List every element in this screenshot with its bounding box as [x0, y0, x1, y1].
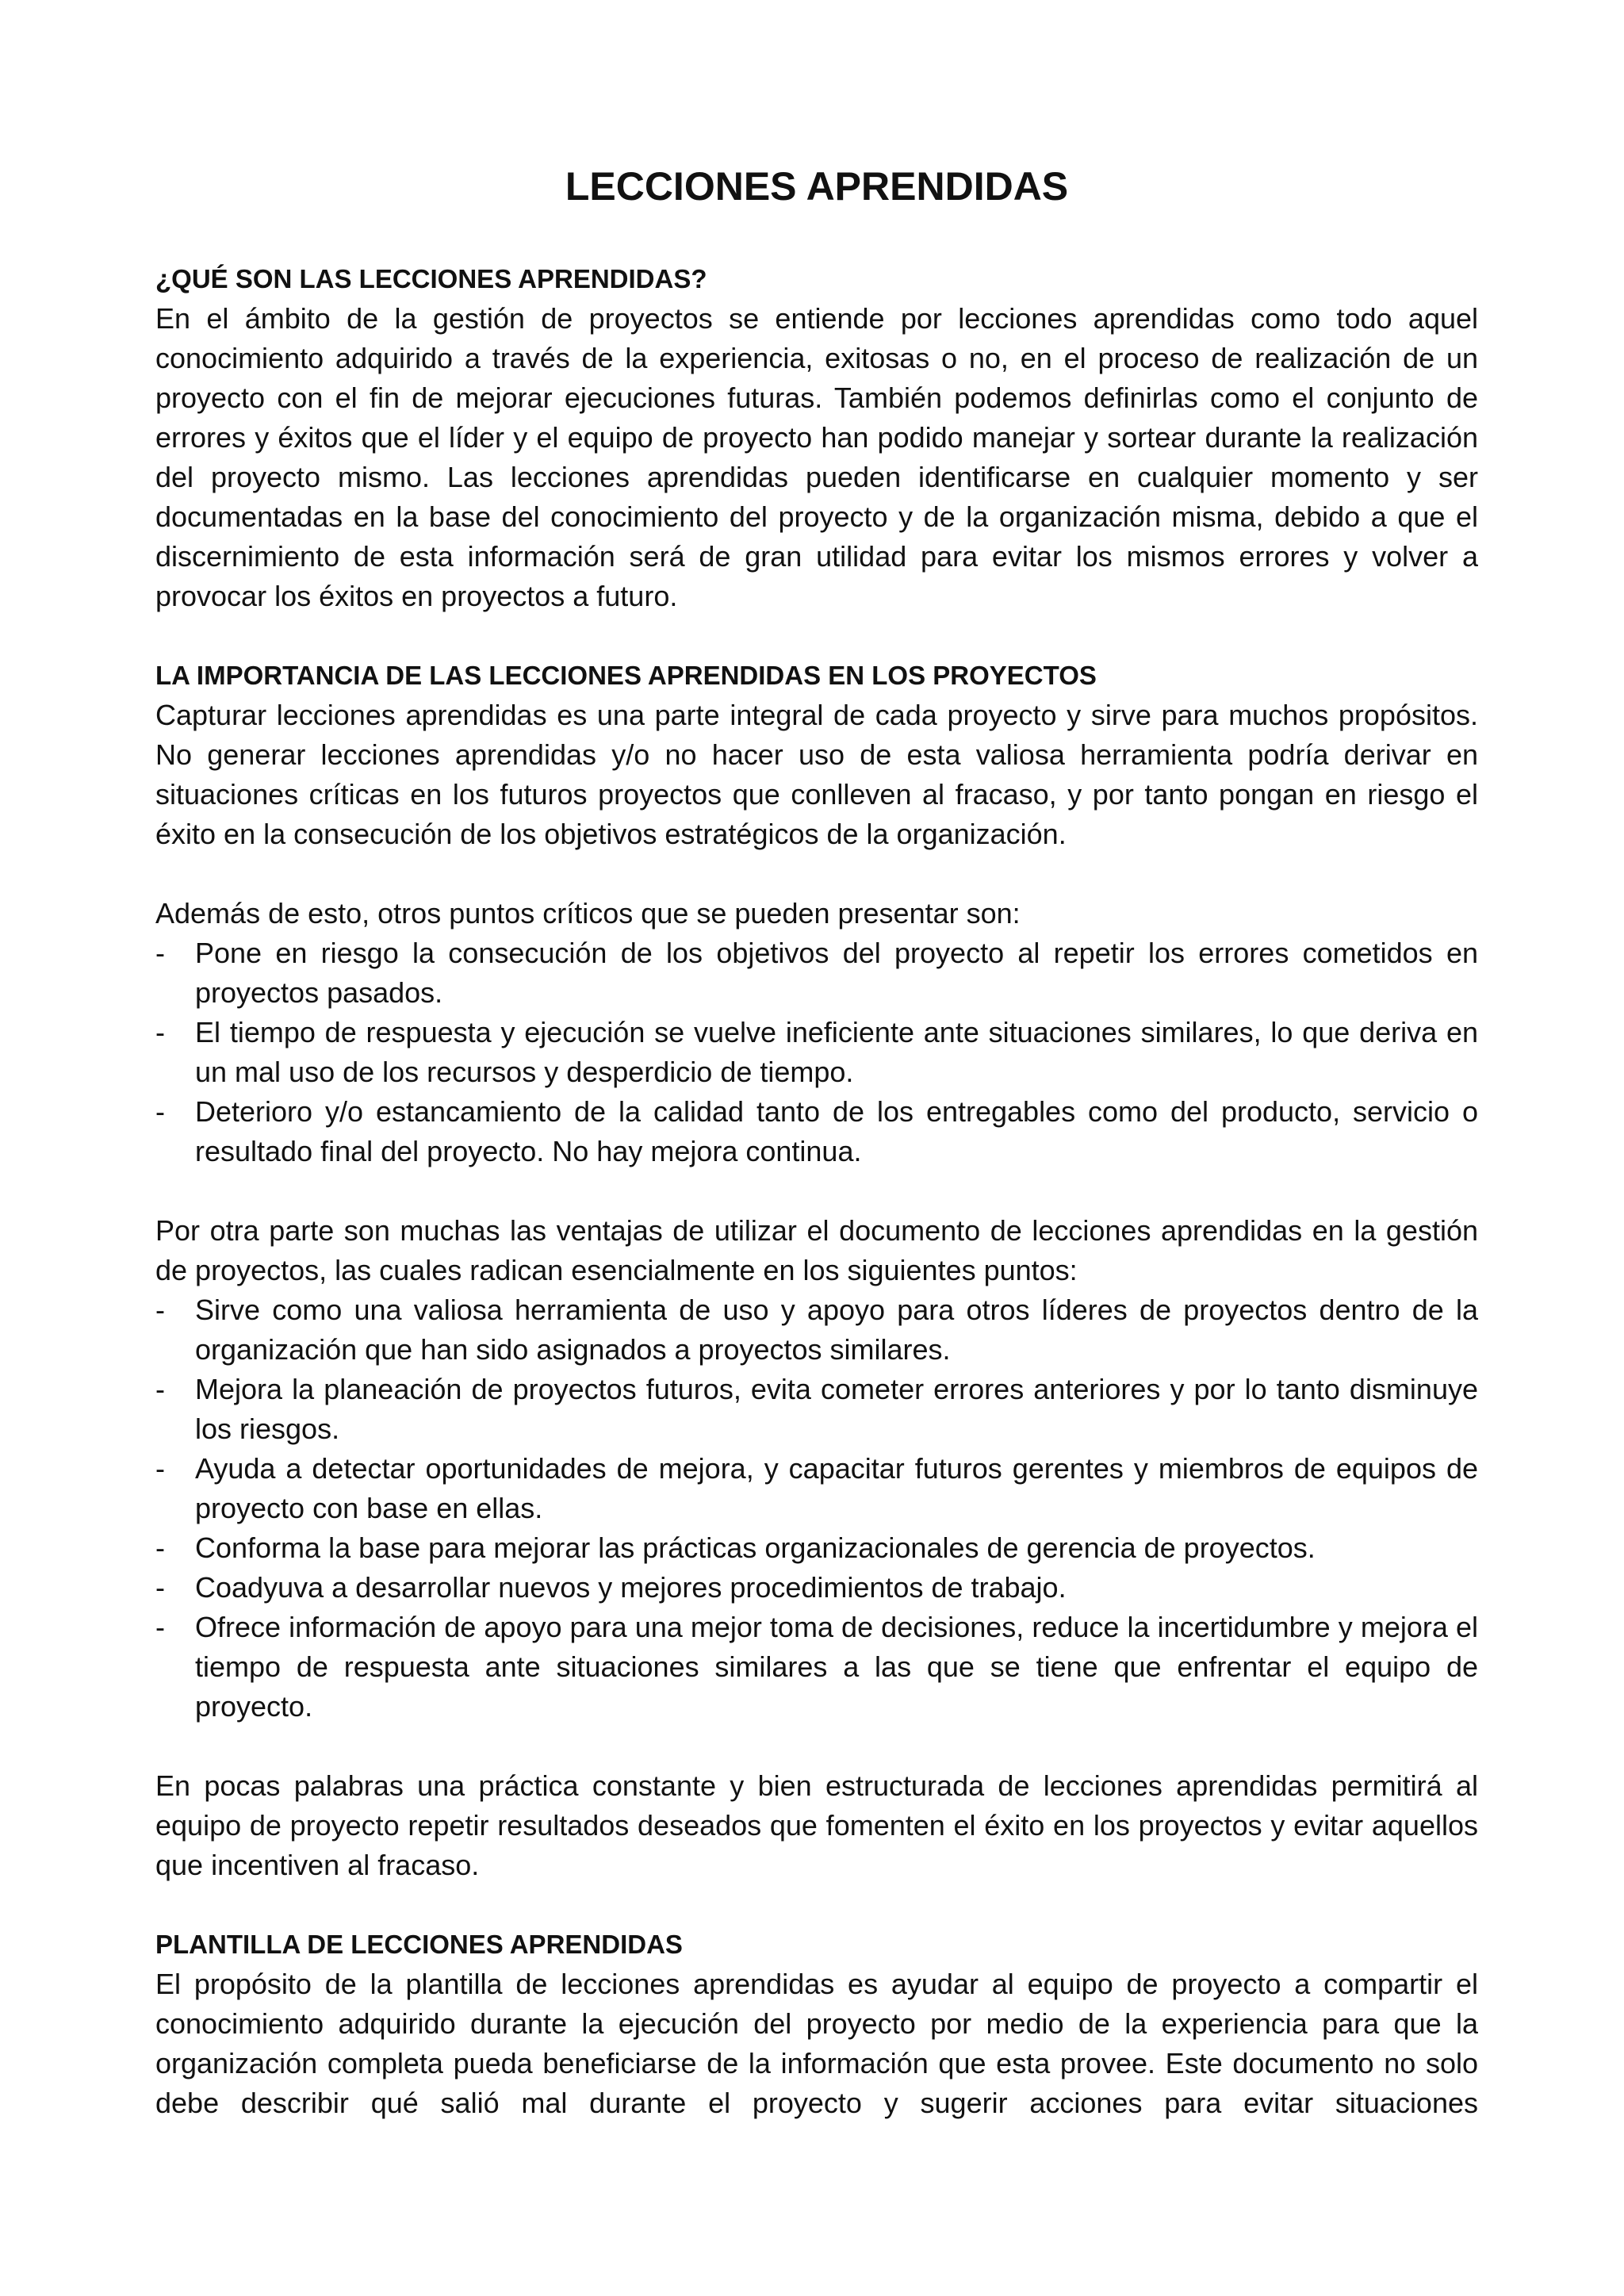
list-marker: -	[155, 1571, 165, 1604]
paragraph: Por otra parte son muchas las ventajas de utilizar el documento de lecciones aprendidas en la gestión de proyectos, las cuales radican esencialmente en los siguientes puntos:	[155, 1214, 1478, 1286]
list-item	[155, 1528, 1478, 1568]
list-item	[155, 1013, 1478, 1092]
section-importance	[155, 656, 1478, 1885]
paragraph: En el ámbito de la gestión de proyectos se entiende por lecciones aprendidas como todo aquel conocimiento adquirido a través de la experiencia, exitosas o no, en el proceso de realización de un proyecto con el fin de mejorar ejecuciones futuras. También podemos definirlas como el conjunto de errores y éxitos que el líder y el equipo de proyecto han podido manejar y sortear durante la realización del proyecto mismo. Las lecciones aprendidas pueden identificarse en cualquier momento y ser documentadas en la base del conocimiento del proyecto y de la organización misma, debido a que el discernimiento de esta información será de gran utilidad para evitar los mismos errores y volver a provocar los éxitos en proyectos a futuro.	[155, 302, 1478, 612]
critical-points-list	[155, 933, 1478, 1171]
list-marker: -	[155, 1452, 165, 1485]
spacer	[155, 1885, 1478, 1925]
list-item	[155, 1449, 1478, 1528]
list-marker: -	[155, 1373, 165, 1405]
list-item-text: Ofrece información de apoyo para una mejor toma de decisiones, reduce la incertidumbre y mejora el tiempo de respuesta ante situaciones similares a las que se tiene que enfrentar el equipo de proyecto.	[195, 1611, 1478, 1723]
list-item	[155, 933, 1478, 1013]
spacer	[155, 1727, 1478, 1766]
list-marker: -	[155, 1611, 165, 1643]
document-page	[155, 163, 1478, 2123]
paragraph: Además de esto, otros puntos críticos que se pueden presentar son:	[155, 897, 1021, 930]
section-template	[155, 1925, 1478, 2123]
list-item	[155, 1092, 1478, 1171]
paragraph: Capturar lecciones aprendidas es una parte integral de cada proyecto y sirve para muchos propósitos. No generar lecciones aprendidas y/o no hacer uso de esta valiosa herramienta podría derivar en situaciones críticas en los futuros proyectos que conlleven al fracaso, y por tanto pongan en riesgo el éxito en la consecución de los objetivos estratégicos de la organización.	[155, 699, 1478, 850]
advantages-list	[155, 1290, 1478, 1727]
list-item-text: Pone en riesgo la consecución de los objetivos del proyecto al repetir los errores cometidos en proyectos pasados.	[195, 937, 1478, 1009]
list-item-text: Coadyuva a desarrollar nuevos y mejores procedimientos de trabajo.	[195, 1571, 1067, 1604]
list-item-text: Deterioro y/o estancamiento de la calidad tanto de los entregables como del producto, servicio o resultado final del proyecto. No hay mejora continua.	[195, 1095, 1478, 1167]
section-heading: PLANTILLA DE LECCIONES APRENDIDAS	[155, 1930, 683, 1959]
section-heading: ¿QUÉ SON LAS LECCIONES APRENDIDAS?	[155, 264, 707, 293]
list-marker: -	[155, 1095, 165, 1128]
section-heading: LA IMPORTANCIA DE LAS LECCIONES APRENDIDAS EN LOS PROYECTOS	[155, 661, 1097, 690]
list-item	[155, 1370, 1478, 1449]
section-what-are-lessons	[155, 259, 1478, 616]
list-item	[155, 1608, 1478, 1727]
list-item-text: Sirve como una valiosa herramienta de uso y apoyo para otros líderes de proyectos dentro de la organización que han sido asignados a proyectos similares.	[195, 1294, 1478, 1366]
list-marker: -	[155, 1531, 165, 1564]
spacer	[155, 1171, 1478, 1211]
paragraph: El propósito de la plantilla de lecciones aprendidas es ayudar al equipo de proyecto a compartir el conocimiento adquirido durante la ejecución del proyecto por medio de la experiencia para que la organización completa pueda beneficiarse de la información que esta provee. Este documento no solo debe describir qué salió mal durante el proyecto y sugerir acciones para evitar situaciones	[155, 1968, 1478, 2119]
list-item	[155, 1290, 1478, 1370]
list-item-text: Ayuda a detectar oportunidades de mejora, y capacitar futuros gerentes y miembros de equipos de proyecto con base en ellas.	[195, 1452, 1478, 1524]
list-item-text: Conforma la base para mejorar las prácticas organizacionales de gerencia de proyectos.	[195, 1531, 1316, 1564]
list-item	[155, 1568, 1478, 1608]
list-item-text: El tiempo de respuesta y ejecución se vuelve ineficiente ante situaciones similares, lo que deriva en un mal uso de los recursos y desperdicio de tiempo.	[195, 1016, 1478, 1088]
document-title: LECCIONES APRENDIDAS	[565, 164, 1069, 209]
list-item-text: Mejora la planeación de proyectos futuros, evita cometer errores anteriores y por lo tanto disminuye los riesgos.	[195, 1373, 1478, 1445]
paragraph: En pocas palabras una práctica constante y bien estructurada de lecciones aprendidas permitirá al equipo de proyecto repetir resultados deseados que fomenten el éxito en los proyectos y evitar aquellos que incentiven al fracaso.	[155, 1769, 1478, 1881]
list-marker: -	[155, 1016, 165, 1048]
list-marker: -	[155, 1294, 165, 1326]
spacer	[155, 854, 1478, 894]
spacer	[155, 616, 1478, 656]
list-marker: -	[155, 937, 165, 969]
